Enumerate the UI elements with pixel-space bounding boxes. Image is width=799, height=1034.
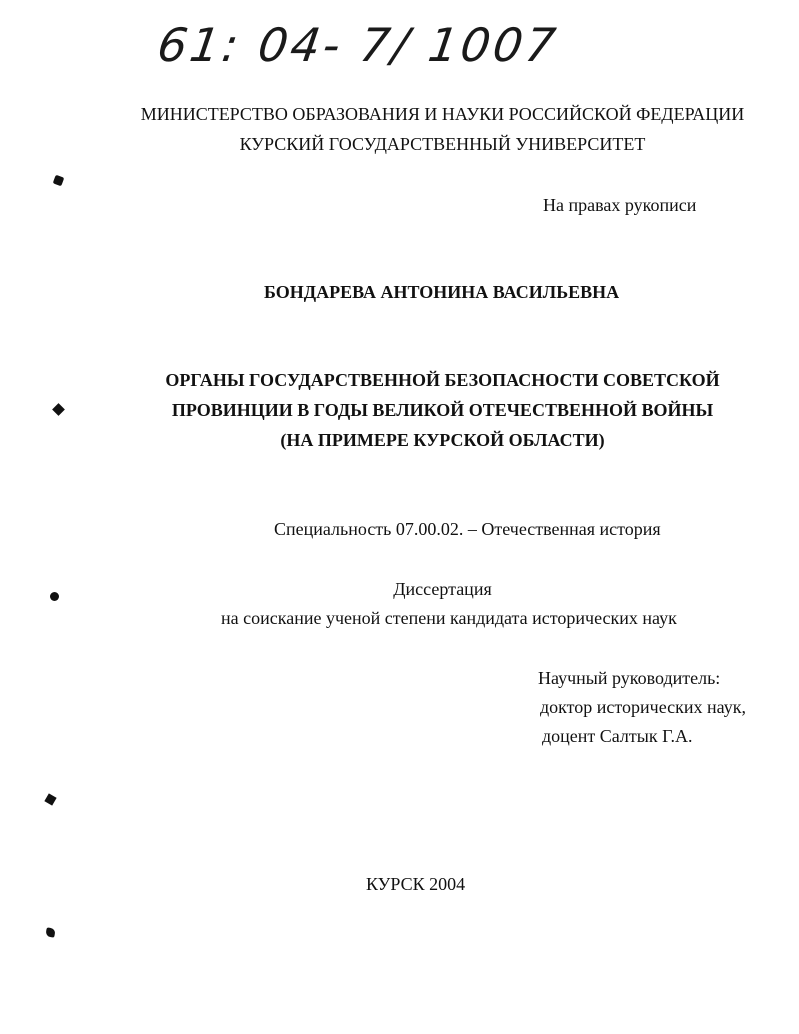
dissertation-title-line-3: (НА ПРИМЕРЕ КУРСКОЙ ОБЛАСТИ) [280, 430, 605, 450]
dissertation-type: Диссертация [393, 579, 492, 599]
author-name: БОНДАРЕВА АНТОНИНА ВАСИЛЬЕВНА [264, 282, 620, 302]
archive-number: 61: 04- 7/ 1007 [154, 18, 562, 72]
ministry-name: МИНИСТЕРСТВО ОБРАЗОВАНИЯ И НАУКИ РОССИЙСКОЙ ФЕДЕРАЦИИ [140, 104, 745, 124]
scan-mark [53, 175, 65, 187]
dissertation-title-line-1: ОРГАНЫ ГОСУДАРСТВЕННОЙ БЕЗОПАСНОСТИ СОВЕТСКОЙ [165, 370, 720, 390]
degree-sought: на соискание ученой степени кандидата исторических наук [221, 608, 677, 628]
supervisor-degree: доктор исторических наук, [540, 697, 746, 717]
scan-mark [45, 927, 55, 937]
supervisor-name: доцент Салтык Г.А. [542, 726, 693, 746]
place-year: КУРСК 2004 [366, 874, 466, 894]
university-name: КУРСКИЙ ГОСУДАРСТВЕННЫЙ УНИВЕРСИТЕТ [239, 134, 646, 154]
scan-mark [50, 592, 59, 601]
manuscript-note: На правах рукописи [543, 195, 697, 215]
scan-mark [44, 793, 56, 805]
dissertation-title-line-2: ПРОВИНЦИИ В ГОДЫ ВЕЛИКОЙ ОТЕЧЕСТВЕННОЙ ВОЙНЫ [171, 400, 714, 420]
specialty: Специальность 07.00.02. – Отечественная история [274, 519, 661, 539]
supervisor-label: Научный руководитель: [538, 668, 721, 688]
